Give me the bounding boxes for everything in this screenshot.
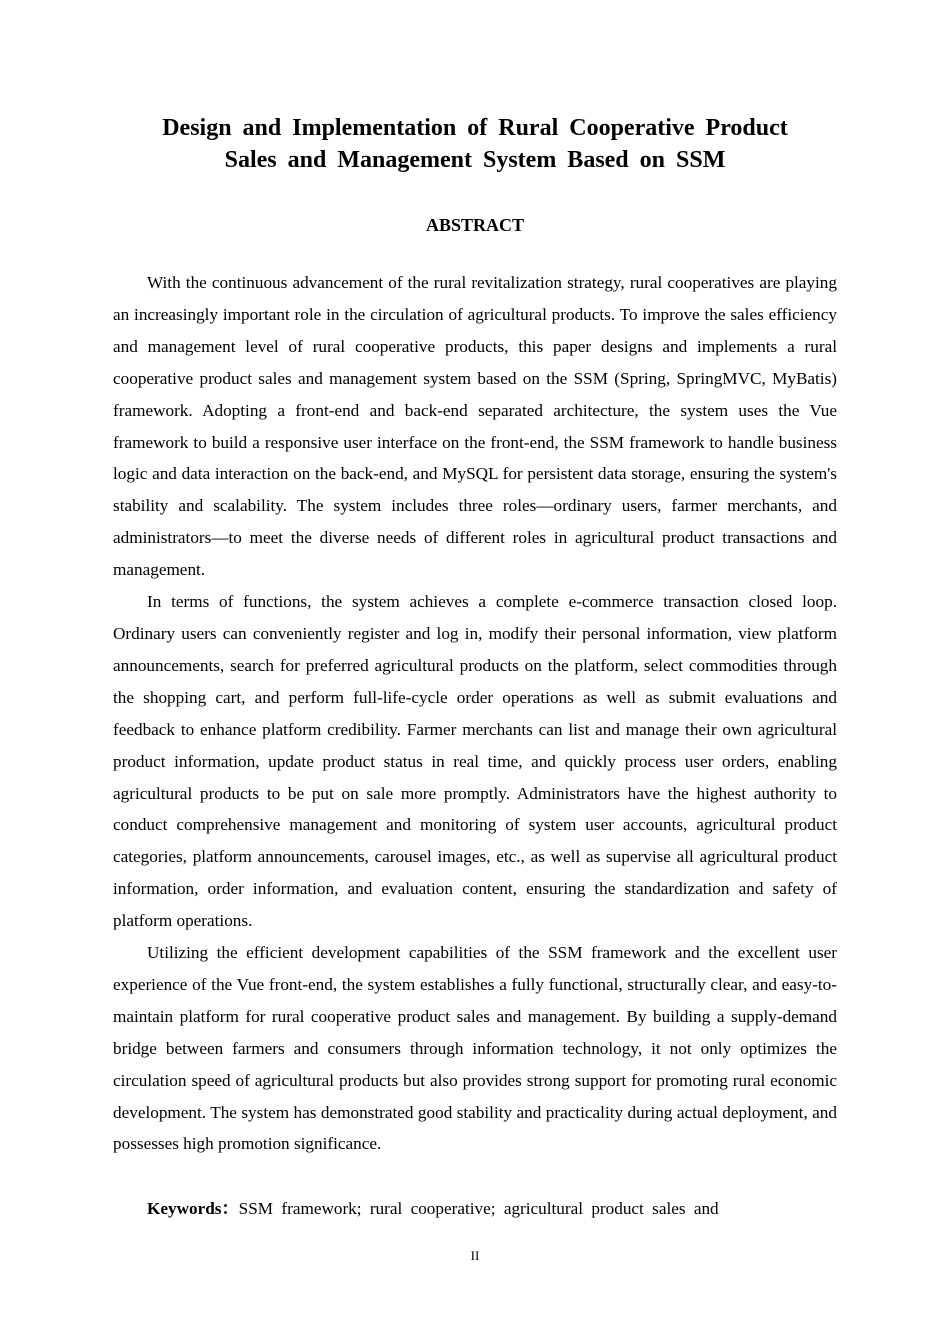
abstract-paragraph-2: In terms of functions, the system achieves a complete e-commerce transaction closed loop. Ordinary users can conveniently register and log in, modify their personal information, view platform announcements, search for preferred agricultural products on the platform, select commodities through the shopping cart, and perform full-life-cycle order operations as well as submit evaluations and feedback to enhance platform credibility. Farmer merchants can list and manage their own agricultural product information, update product status in real time, and quickly process user orders, enabling agricultural products to be put on sale more promptly. Administrators have the highest authority to conduct comprehensive management and monitoring of system user accounts, agricultural product categories, platform announcements, carousel images, etc., as well as supervise all agricultural product information, order information, and evaluation content, ensuring the standardization and safety of platform operations. bbox=[113, 592, 837, 931]
keywords-text: SSM framework; rural cooperative; agricultural product sales and bbox=[238, 1199, 719, 1218]
keywords-label: Keywords： bbox=[147, 1199, 239, 1218]
paper-title bbox=[113, 112, 837, 176]
page-number: II bbox=[470, 1248, 480, 1263]
abstract-heading: ABSTRACT bbox=[425, 215, 525, 235]
abstract-paragraph-1: With the continuous advancement of the rural revitalization strategy, rural cooperatives are playing an increasingly important role in the circulation of agricultural products. To improve the sales efficiency and management level of rural cooperative products, this paper designs and implements a rural cooperative product sales and management system based on the SSM (Spring, SpringMVC, MyBatis) framework. Adopting a front-end and back-end separated architecture, the system uses the Vue framework to build a responsive user interface on the front-end, the SSM framework to handle business logic and data interaction on the back-end, and MySQL for persistent data storage, ensuring the system's stability and scalability. The system includes three roles—ordinary users, farmer merchants, and administrators—to meet the diverse needs of different roles in agricultural product transactions and management. bbox=[113, 273, 837, 580]
abstract-body bbox=[113, 267, 837, 1160]
paper-title-line-1: Design and Implementation of Rural Cooperative Product bbox=[162, 115, 788, 141]
abstract-paragraph-3: Utilizing the efficient development capabilities of the SSM framework and the excellent user experience of the Vue front-end, the system establishes a fully functional, structurally clear, and easy-to-maintain platform for rural cooperative product sales and management. By building a supply-demand bridge between farmers and consumers through information technology, it not only optimizes the circulation speed of agricultural products but also provides strong support for promoting rural economic development. The system has demonstrated good stability and practicality during actual deployment, and possesses high promotion significance. bbox=[113, 943, 837, 1154]
keywords-line bbox=[113, 1193, 837, 1225]
paper-title-line-2: Sales and Management System Based on SSM bbox=[224, 147, 726, 173]
